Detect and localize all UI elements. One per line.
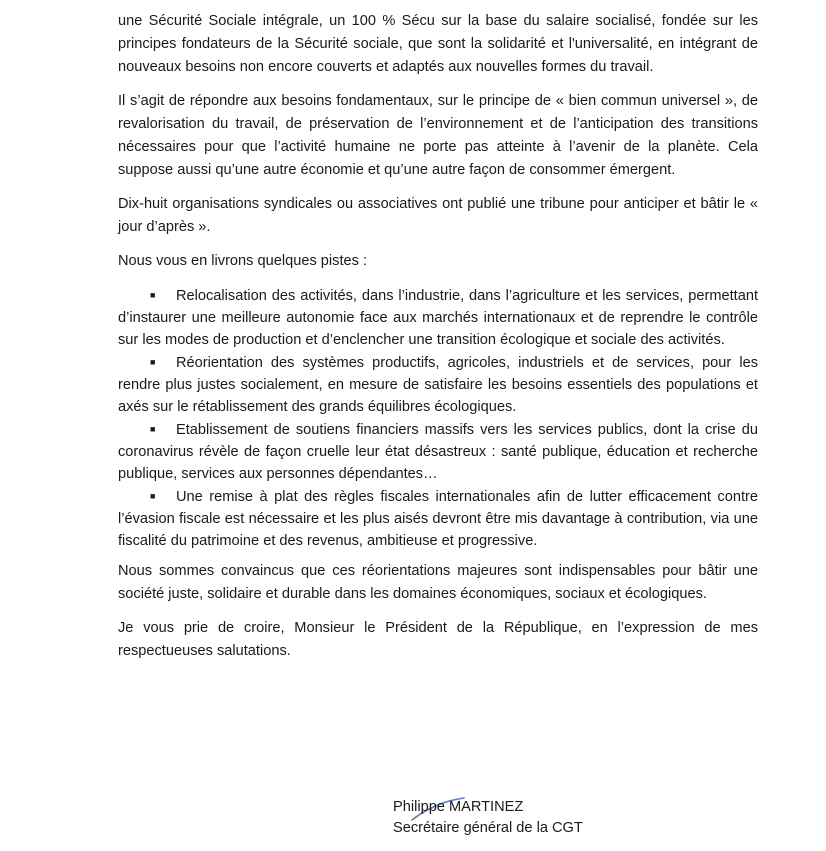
list-item-text: Une remise à plat des règles fiscales internationales afin de lutter efficacement contre l’évasion fiscale est nécessaire et les plus aisés devront être mis davantage à contribution, via une fiscalité du patrimoine et des revenus, ambitieuse et progressive. xyxy=(118,489,758,549)
paragraph-tribune: Dix-huit organisations syndicales ou associatives ont publié une tribune pour anticiper et bâtir le « jour d’après ». xyxy=(118,196,758,235)
list-item xyxy=(118,485,758,552)
list-item xyxy=(118,351,758,418)
letter-body xyxy=(118,10,758,674)
paragraph-salutations: Je vous prie de croire, Monsieur le Président de la République, en l’expression de mes respectueuses salutations. xyxy=(118,620,758,659)
signatory-name: Philippe MARTINEZ xyxy=(393,799,524,815)
list-item-text: Etablissement de soutiens financiers massifs vers les services publics, dont la crise du coronavirus révèle de façon cruelle leur état désastreux : santé publique, éducation et recherche publique, services aux personnes dépendantes… xyxy=(118,422,758,482)
list-item-text: Relocalisation des activités, dans l’industrie, dans l’agriculture et les services, permettant d’instaurer une meilleure autonomie face aux marchés internationaux et de reprendre le contrôle sur les modes de production et d’enclencher une transition écologique et sociale des activités. xyxy=(118,288,758,348)
list-item-text: Réorientation des systèmes productifs, agricoles, industriels et de services, pour les rendre plus justes socialement, en mesure de satisfaire les besoins essentiels des populations et axés sur le rétablissement des grands équilibres écologiques. xyxy=(118,355,758,415)
signatory-title: Secrétaire général de la CGT xyxy=(393,820,583,836)
bullet-square-icon: ■ xyxy=(150,424,156,434)
bullet-square-icon: ■ xyxy=(150,290,156,300)
bullet-square-icon: ■ xyxy=(150,357,156,367)
paragraph-securite-sociale: une Sécurité Sociale intégrale, un 100 % Sécu sur la base du salaire socialisé, fondée sur les principes fondateurs de la Sécurité sociale, que sont la solidarité et l'universalité, en intégrant de nouveaux besoins non encore couverts et adaptés aux nouvelles formes du travail. xyxy=(118,13,758,75)
paragraph-conviction: Nous sommes convaincus que ces réorientations majeures sont indispensables pour bâtir une société juste, solidaire et durable dans les domaines économiques, sociaux et écologiques. xyxy=(118,563,758,602)
bullet-square-icon: ■ xyxy=(150,491,156,501)
signature-block xyxy=(393,797,583,839)
pistes-list xyxy=(118,284,758,552)
list-item xyxy=(118,284,758,351)
paragraph-besoins-fondamentaux: Il s’agit de répondre aux besoins fondamentaux, sur le principe de « bien commun universel », de revalorisation du travail, de préservation de l’environnement et de l’anticipation des transitions nécessaires pour que l’activité humaine ne porte pas atteinte à l’avenir de la planète. Cela suppose aussi qu’une autre économie et qu’une autre façon de consommer émergent. xyxy=(118,93,758,178)
list-item xyxy=(118,418,758,485)
paragraph-pistes-intro: Nous vous en livrons quelques pistes : xyxy=(118,253,368,269)
